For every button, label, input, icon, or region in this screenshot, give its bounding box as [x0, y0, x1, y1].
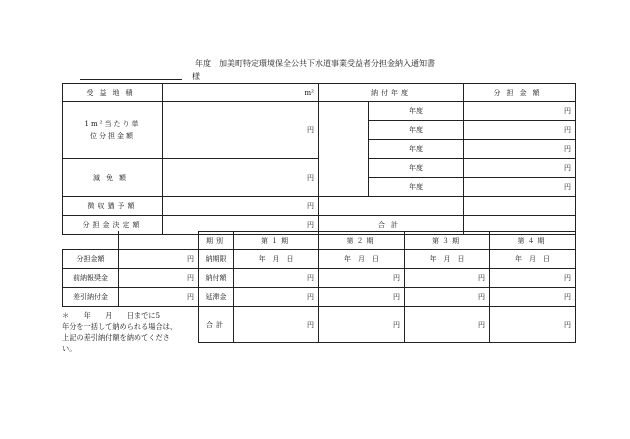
- amount-4-yen: 円: [464, 159, 576, 178]
- fee-label: 徴収猶予額: [63, 197, 163, 216]
- late-fee-2-yen: 円: [319, 288, 405, 307]
- decided-yen: 円: [163, 216, 319, 235]
- amount-3-yen: 円: [464, 140, 576, 159]
- payment-amount-label: 納付額: [199, 269, 234, 288]
- fiscal-year-label: 納付年度: [319, 84, 464, 102]
- payment-note: [62, 310, 198, 354]
- decided-label: 分担金決定額: [63, 216, 163, 235]
- period-1-header: 第１期: [234, 232, 319, 250]
- blank-cell: [119, 232, 199, 250]
- area-unit: m²: [163, 84, 319, 102]
- deadline-1: 年 月 日: [234, 250, 319, 269]
- share-amount-yen: 円: [119, 250, 199, 269]
- year-blank-cell: [319, 140, 369, 159]
- fee-blank-cell: [319, 197, 464, 216]
- reduction-label: 減免額: [63, 159, 163, 197]
- unit-rate-label-line2: 位分担金額: [90, 132, 135, 140]
- total-4-yen: 円: [490, 307, 576, 343]
- note-line-3: 上記の差引納付額を納めてくださ: [62, 333, 170, 342]
- net-payment-yen: 円: [119, 288, 199, 307]
- year-blank-cell: [319, 102, 369, 121]
- unit-rate-yen: 円: [163, 102, 319, 159]
- grand-total-label: 合計: [199, 307, 234, 343]
- year-blank-cell: [319, 121, 369, 140]
- amount-2-yen: 円: [464, 121, 576, 140]
- unit-rate-label-line1: 1m²当たり単: [84, 120, 141, 128]
- prepaid-yen: 円: [119, 269, 199, 288]
- addressee-suffix: 様: [192, 72, 200, 81]
- fiscal-year-4: 年度: [369, 159, 464, 178]
- note-line-2: 年分を一括して納められる場合は、: [62, 322, 178, 331]
- deadline-3: 年 月 日: [405, 250, 490, 269]
- fiscal-year-3: 年度: [369, 140, 464, 159]
- late-fee-label: 延滞金: [199, 288, 234, 307]
- share-amount-label: 分担金額: [464, 84, 576, 102]
- deadline-2: 年 月 日: [319, 250, 405, 269]
- payment-4-yen: 円: [490, 269, 576, 288]
- document-title: 年度 加美町特定環境保全公共下水道事業受益者分担金納入通知書: [195, 59, 435, 68]
- late-fee-3-yen: 円: [405, 288, 490, 307]
- fiscal-year-5: 年度: [369, 178, 464, 197]
- fee-blank-cell-2: [464, 197, 576, 216]
- share-amount-label: 分担金額: [63, 250, 119, 269]
- blank-cell: [63, 232, 119, 250]
- fiscal-year-2: 年度: [369, 121, 464, 140]
- payment-1-yen: 円: [234, 269, 319, 288]
- late-fee-4-yen: 円: [490, 288, 576, 307]
- amount-1-yen: 円: [464, 102, 576, 121]
- total-1-yen: 円: [234, 307, 319, 343]
- amount-5-yen: 円: [464, 178, 576, 197]
- reduction-yen: 円: [163, 159, 319, 197]
- year-blank-cell: [319, 159, 369, 178]
- late-fee-1-yen: 円: [234, 288, 319, 307]
- payment-3-yen: 円: [405, 269, 490, 288]
- fiscal-year-1: 年度: [369, 102, 464, 121]
- deadline-label: 納期限: [199, 250, 234, 269]
- total-2-yen: 円: [319, 307, 405, 343]
- payment-2-yen: 円: [319, 269, 405, 288]
- note-line-4: い。: [62, 344, 77, 353]
- period-2-header: 第２期: [319, 232, 405, 250]
- deadline-4: 年 月 日: [490, 250, 576, 269]
- area-label: 受益地積: [63, 84, 163, 102]
- total-label: 合計: [319, 216, 464, 235]
- period-3-header: 第３期: [405, 232, 490, 250]
- prepaid-label: 前納報奨金: [63, 269, 119, 288]
- net-payment-label: 差引納付金: [63, 288, 119, 307]
- assessment-table: [62, 83, 576, 235]
- note-line-1: ＊ 年 月 日までに5: [62, 311, 161, 320]
- addressee-line: [80, 79, 182, 80]
- period-label: 期別: [199, 232, 234, 250]
- unit-rate-label: [63, 102, 163, 159]
- year-blank-cell: [319, 178, 369, 197]
- fee-yen: 円: [163, 197, 319, 216]
- total-3-yen: 円: [405, 307, 490, 343]
- period-4-header: 第４期: [490, 232, 576, 250]
